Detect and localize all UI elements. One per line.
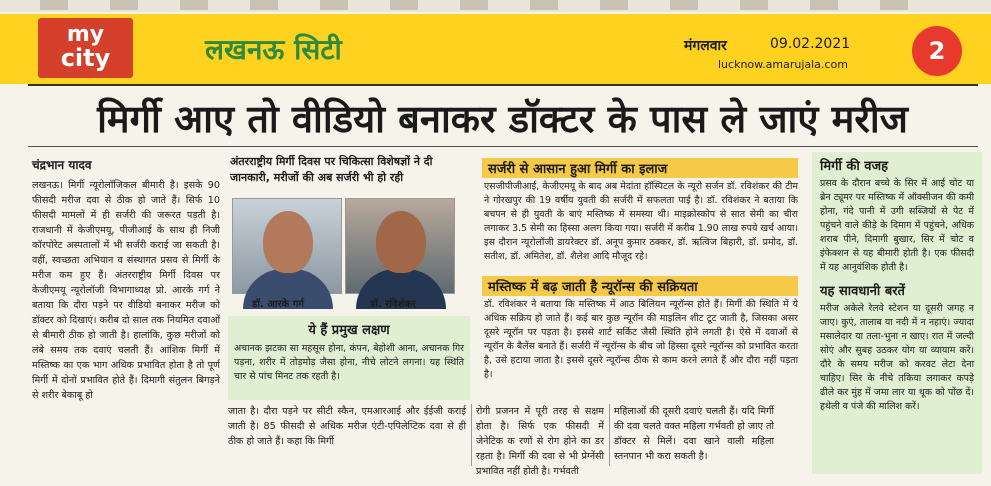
continuation-col-1: जाता है। दौरा पड़ने पर सीटी स्कैन, एमआरआई और ईईजी कराई जाती है। 85 फीसदी से अधिक मरीज एंटी-एपिलेप्टिक दवा से ही ठीक हो जाते हैं। कहा कि मिर्गी bbox=[228, 406, 466, 447]
photo-caption-garg: डॉ. आरके गर्ग bbox=[252, 299, 304, 310]
symptoms-title: ये हैं प्रमुख लक्षण bbox=[308, 323, 390, 338]
cause-title: मिर्गी की वजह bbox=[820, 159, 889, 174]
logo-city: city bbox=[60, 44, 111, 72]
neurons-text: डॉ. रविशंकर ने बताया कि मस्तिष्क में आठ बिलियन न्यूरॉन्स होते हैं। मिर्गी की स्थिति में ये अधिक सक्रिय हो जाते हैं। कई बार कुछ न्यूरॉन की माइलिन शीट टूट जाती है, जिसका असर दूसरे न्यूरॉन पर पड़ता है। इससे शार्ट सर्किट जैसी स्थिति होने लगती है। ऐसे में दवाओं से न्यूरॉन के बैलेंस बनाते हैं। सर्जरी में न्यूरॉन्स के बीच जो हिस्सा दूसरे न्यूरॉन्स को प्रभावित करता है, उसे हटाया जाता है। इससे दूसरे न्यूरॉन्स ठीक से काम करने लगते हैं और दौरा नहीं पड़ता है। bbox=[484, 299, 798, 380]
headline: मिर्गी आए तो वीडियो बनाकर डॉक्टर के पास ले जाएं मरीज bbox=[97, 97, 908, 141]
page-number-badge: 2 bbox=[912, 26, 962, 76]
headline-rule bbox=[28, 146, 978, 147]
section-title: लखनऊ सिटी bbox=[205, 33, 342, 66]
sidebar-box bbox=[812, 152, 982, 474]
photo-caption-ravishankar: डॉ. रविशंकर bbox=[370, 299, 417, 310]
column-divider bbox=[609, 404, 610, 466]
logo-my: my bbox=[66, 22, 105, 47]
main-article-column: लखनऊ। मिर्गी न्यूरोलॉजिकल बीमारी है। इसके 90 फीसदी मरीज दवा से ठीक हो जाते हैं। सिर्फ 10 फीसदी मामलों में ही सर्जरी की जरूरत पड़ती है। राजधानी में केजीएमयू, पीजीआई के साथ ही निजी कॉरपोरेट अस्पतालों में भी सर्जरी कराई जा सकती है। वहीं, स्वच्छता अभियान व संस्थागत प्रसव से मिर्गी के मरीज कम हुए हैं। अंतरराष्ट्रीय मिर्गी दिवस पर केजीएमयू न्यूरोलॉजी विभागाध्यक्ष प्रो. आरके गर्ग ने बताया कि दौरा पड़ने पर वीडियो बनाकर मरीज को डॉक्टर को दिखाएं। करीब दो साल तक नियमित दवाओं से बीमारी ठीक हो जाती है। हालांकि, कुछ मरीजों को लंबे समय तक दवाएं चलती हैं। आंशिक मिर्गी में मस्तिष्क का एक भाग अधिक प्रभावित होता है तो पूर्ण मिर्गी में दोनों प्रभावित होते हैं। दिमागी संतुलन बिगड़ने से शरीर बेकाबू हो bbox=[32, 180, 220, 401]
website-url: lucknow.amarujala.com bbox=[718, 58, 848, 71]
surgery-heading: सर्जरी से आसान हुआ मिर्गी का इलाज bbox=[482, 158, 798, 178]
column-divider bbox=[471, 404, 472, 466]
top-strip bbox=[0, 0, 991, 12]
neurons-heading: मस्तिष्क में बढ़ जाती है न्यूरॉन्स की सक्रियता bbox=[482, 276, 798, 296]
photo-dr-ravishankar bbox=[345, 198, 455, 294]
care-text: मरीज अकेले रेलवे स्टेशन या दूसरी जगह न जाए। कुएं, तालाब या नदी में न नहाएं। ज्यादा मसालेदार या तला-भुना न खाए। रात में जल्दी सोएं और सुबह उठकर योग या व्यायाम करें। दौरे के समय मरीज को करवट लेटा देना चाहिए। सिर के नीचे तकिया लगाकर कपड़े ढीले कर मुंह में जमा लार या थूक को पोंछ दें। हथेली व पंजे की मालिश करें। bbox=[820, 303, 974, 412]
header-rule bbox=[28, 84, 978, 86]
symptoms-text: अचानक झटका सा महसूस होना, कंपन, बेहोशी आना, अचानक गिर पड़ना, शरीर में तोड़मोड़ जैसा होना, नीचे लोटने लगना। यह स्थिति चार से पांच मिनट तक रहती है। bbox=[234, 343, 464, 382]
photo-dr-garg bbox=[232, 198, 342, 294]
issue-date: 09.02.2021 bbox=[770, 36, 851, 52]
surgery-text: एसजीपीजीआई, केजीएमयू के बाद अब मेदांता हॉस्पिटल के न्यूरो सर्जन डॉ. रविशंकर की टीम ने गोरखपुर की 19 वर्षीय युवती की सर्जरी में सफलता पाई है। डॉ. रविशंकर ने बताया कि बचपन से ही युवती के बाएं मस्तिष्क में समस्या थी। माइक्रोस्कोप से सात सेमी का चीरा लगाकर 3.5 सेमी का हिस्सा अलग किया गया। सर्जरी में करीब 1.90 लाख रुपये खर्च आया। इस दौरान न्यूरोलॉजी डायरेक्टर डॉ. अनूप कुमार ठक्कर, डॉ. ऋत्विज बिहारी, डॉ. प्रमोद, डॉ. सतीश, डॉ. अमितेश, डॉ. शैलेश आदि मौजूद रहे। bbox=[484, 181, 798, 262]
cause-text: प्रसव के दौरान बच्चे के सिर में आई चोट या ब्रेन ट्यूमर पर मस्तिष्क में ऑक्सीजन की कमी होना, गंदे पानी में उगी सब्जियों से पेट में पहुंचने वाले कीड़े के दिमाग में पहुंचने, अधिक शराब पीने, दिमागी बुखार, सिर में चोट व इंफेक्शन से यह बीमारी होती है। एक फीसदी में यह आनुवंशिक होती है। bbox=[820, 178, 974, 273]
care-title: यह सावधानी बरतें bbox=[820, 284, 905, 299]
issue-day: मंगलवार bbox=[684, 38, 727, 54]
mycity-logo bbox=[38, 18, 133, 78]
symptoms-box bbox=[228, 316, 470, 400]
continuation-col-2: रोगी प्रजनन में पूरी तरह से सक्षम होता है। सिर्फ एक फीसदी में जेनेटिक क रणों से रोग होने का डर रहता है। मिर्गी की दवा से भी प्रेग्नेंसी प्रभावित नहीं होती है। गर्भवती bbox=[476, 406, 604, 477]
intro-strap: अंतरराष्ट्रीय मिर्गी दिवस पर चिकित्सा विशेषज्ञों ने दी जानकारी, मरीजों की अब सर्जरी भी हो रही bbox=[230, 155, 433, 184]
byline: चंद्रभान यादव bbox=[32, 158, 92, 172]
continuation-col-3: महिलाओं की दूसरी दवाएं चलती हैं। यदि मिर्गी की दवा चलते वक्त महिला गर्भवती हो जाए तो डॉक्टर से मिलें। दवा खाने वाली महिला स्तनपान भी करा सकती है। bbox=[614, 406, 774, 462]
